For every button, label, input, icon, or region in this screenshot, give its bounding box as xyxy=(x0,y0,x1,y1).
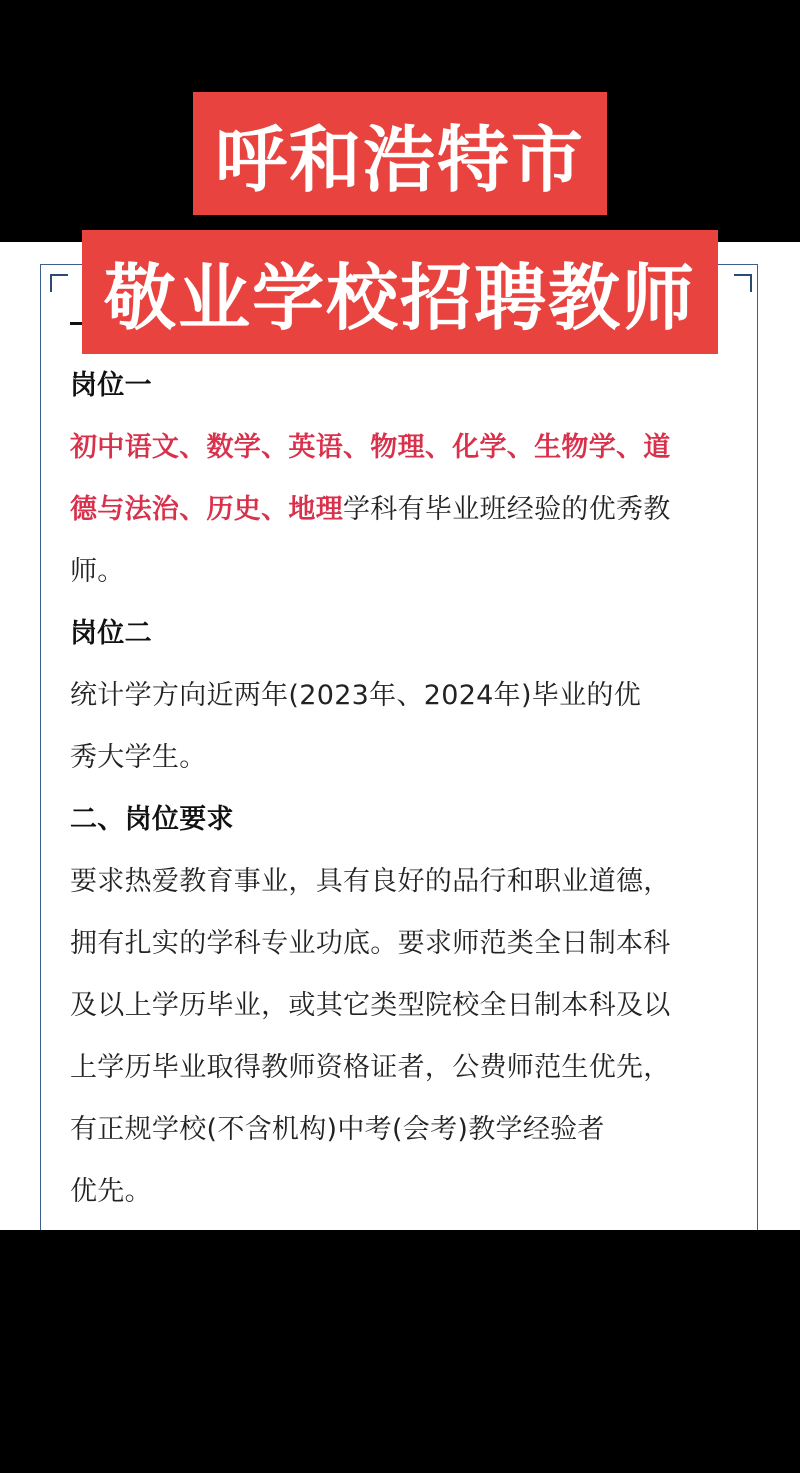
requirements-title: 二、岗位要求 xyxy=(70,804,234,835)
post1-subjects-highlight: 德与法治、历史、地理 xyxy=(70,494,343,525)
post1-subjects-line2 xyxy=(70,479,730,541)
post1-description: 学科有毕业班经验的优秀教 xyxy=(343,494,671,525)
post1-description-end: 师。 xyxy=(70,556,125,587)
title-banner-school: 敬业学校招聘教师 xyxy=(82,230,718,354)
corner-bracket-top-left xyxy=(50,274,68,292)
requirements-line: 要求热爱教育事业，具有良好的品行和职业道德， xyxy=(70,866,671,897)
requirements-line: 拥有扎实的学科专业功底。要求师范类全日制本科 xyxy=(70,928,671,959)
post1-label: 岗位一 xyxy=(70,370,152,401)
corner-bracket-top-right xyxy=(734,274,752,292)
title-banner-city: 呼和浩特市 xyxy=(193,92,607,215)
post1-subjects-line1: 初中语文、数学、英语、物理、化学、生物学、道 xyxy=(70,432,671,463)
requirements-line: 有正规学校(不含机构)中考(会考)教学经验者 xyxy=(70,1114,605,1145)
post2-label: 岗位二 xyxy=(70,618,152,649)
post2-description-line1: 统计学方向近两年(2023年、2024年)毕业的优 xyxy=(70,680,641,711)
hidden-heading-fragment xyxy=(70,322,82,325)
requirements-line: 优先。 xyxy=(70,1176,152,1207)
requirements-line: 及以上学历毕业，或其它类型院校全日制本科及以 xyxy=(70,990,671,1021)
job-content xyxy=(70,355,730,1223)
requirements-line: 上学历毕业取得教师资格证者，公费师范生优先， xyxy=(70,1052,671,1083)
post2-description-line2: 秀大学生。 xyxy=(70,742,207,773)
bottom-black-band xyxy=(0,1230,800,1473)
